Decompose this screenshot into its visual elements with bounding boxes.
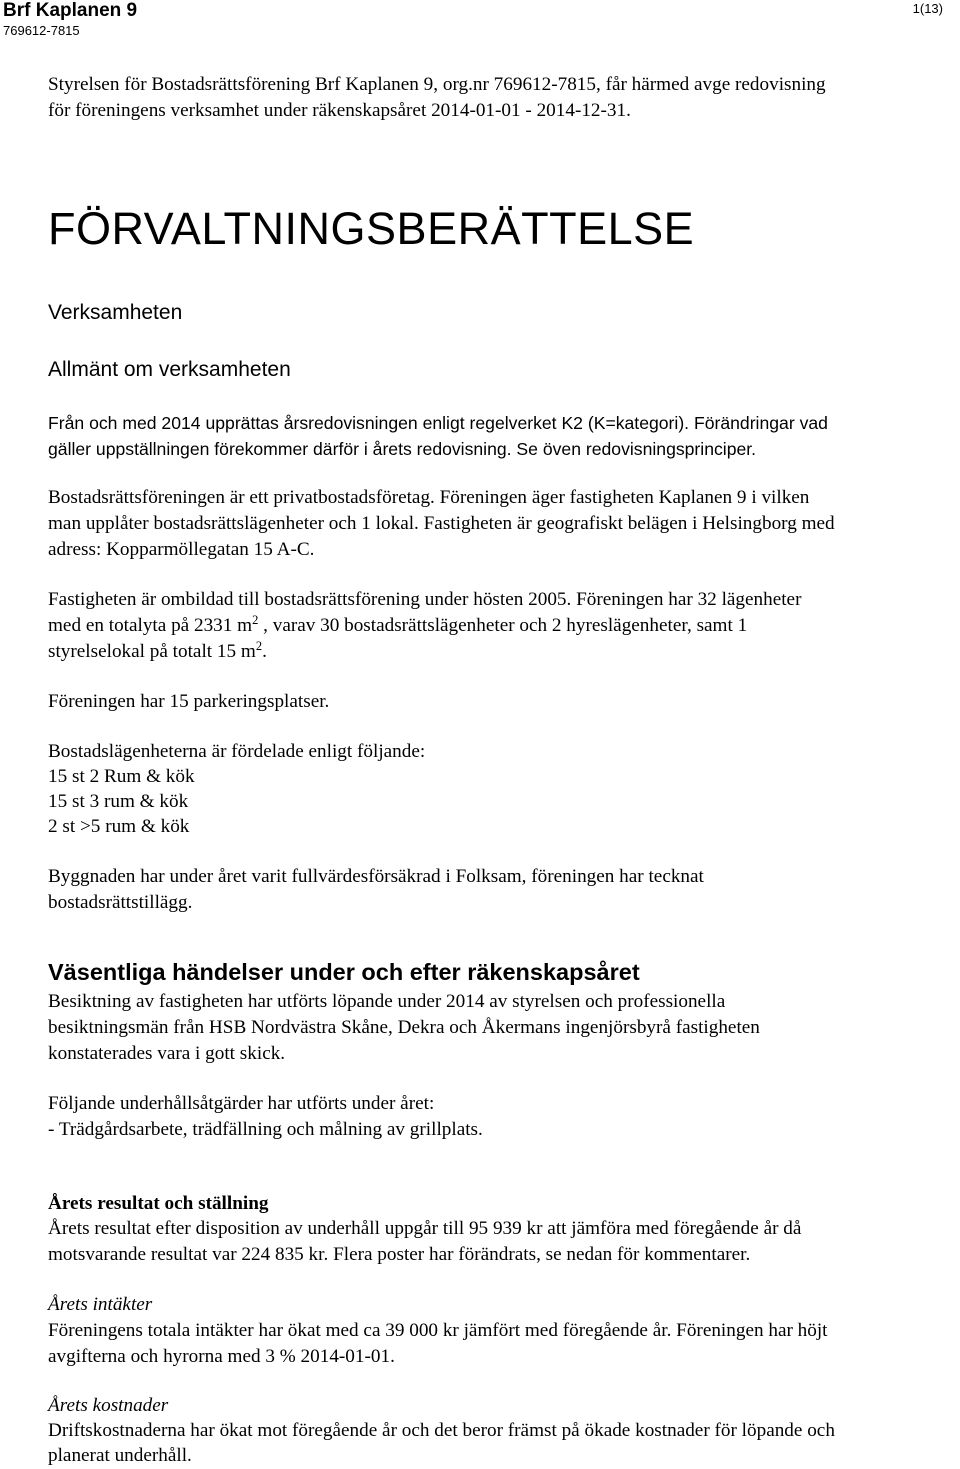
allmant-line: Från och med 2014 upprättas årsredovisningen enligt regelverket K2 (K=kategori). Förändringar vad bbox=[48, 413, 828, 433]
intro-line: för föreningens verksamhet under räkenskapsåret 2014-01-01 - 2014-12-31. bbox=[48, 100, 631, 121]
forsakring-line: Byggnaden har under året varit fullvärdesförsäkrad i Folksam, föreningen har tecknat bbox=[48, 866, 704, 887]
privat-line: man upplåter bostadsrättslägenheter och 1 lokal. Fastigheten är geografiskt belägen i Helsingborg med bbox=[48, 513, 835, 534]
ombildad-line: Fastigheten är ombildad till bostadsrättsförening under hösten 2005. Föreningen har 32 lägenheter bbox=[48, 589, 802, 610]
underhall-line: Följande underhållsåtgärder har utförts under året: bbox=[48, 1093, 435, 1114]
fordelning-item: 15 st 2 Rum & kök bbox=[48, 766, 195, 787]
besiktning-line: besiktningsmän från HSB Nordvästra Skåne, Dekra och Åkermans ingenjörsbyrå fastigheten bbox=[48, 1017, 760, 1038]
resultat-line: Årets resultat efter disposition av underhåll uppgår till 95 939 kr att jämföra med föregående år då bbox=[48, 1218, 802, 1239]
ombildad-line: med en totalyta på 2331 $m^2$ , varav 30 bostadsrättslägenheter och 2 hyreslägenheter, samt 1 bbox=[48, 613, 748, 636]
kostnader-line: Driftskostnaderna har ökat mot föregående år och det beror främst på ökade kostnader för löpande och bbox=[48, 1420, 835, 1441]
resultat-line: motsvarande resultat var 224 835 kr. Flera poster har förändrats, se nedan för kommentarer. bbox=[48, 1244, 751, 1265]
intakter-heading: Årets intäkter bbox=[48, 1294, 153, 1315]
underhall-line: - Trädgårdsarbete, trädfällning och målning av grillplats. bbox=[48, 1119, 483, 1140]
besiktning-line: Besiktning av fastigheten har utförts löpande under 2014 av styrelsen och professionella bbox=[48, 991, 726, 1012]
privat-line: Bostadsrättsföreningen är ett privatbostadsföretag. Föreningen äger fastigheten Kaplanen 9 i vilken bbox=[48, 487, 810, 508]
fordelning-item: 2 st >5 rum & kök bbox=[48, 816, 190, 837]
fordelning-heading: Bostadslägenheterna är fördelade enligt följande: bbox=[48, 741, 426, 762]
resultat-heading: Årets resultat och ställning bbox=[48, 1193, 269, 1214]
intakter-line: avgifterna och hyrorna med 3 % 2014-01-01. bbox=[48, 1346, 395, 1367]
privat-line: adress: Kopparmöllegatan 15 A-C. bbox=[48, 539, 315, 560]
besiktning-line: konstaterades vara i gott skick. bbox=[48, 1043, 286, 1064]
forsakring-line: bostadsrättstillägg. bbox=[48, 892, 193, 913]
intakter-line: Föreningens totala intäkter har ökat med ca 39 000 kr jämfört med föregående år. Föreningen har höjt bbox=[48, 1320, 828, 1341]
parkering-text: Föreningen har 15 parkeringsplatser. bbox=[48, 691, 330, 712]
page-number: 1(13) bbox=[912, 1, 943, 16]
events-heading: Väsentliga händelser under och efter räkenskapsåret bbox=[48, 959, 640, 985]
document-title: FÖRVALTNINGSBERÄTTELSE bbox=[48, 203, 695, 254]
intro-line: Styrelsen för Bostadsrättsförening Brf Kaplanen 9, org.nr 769612-7815, får härmed avge redovisning bbox=[48, 74, 826, 95]
allmant-line: gäller uppställningen förekommer därför i årets redovisning. Se öven redovisningsprinciper. bbox=[48, 439, 757, 459]
subsection-heading-allmant: Allmänt om verksamheten bbox=[48, 358, 291, 381]
organization-name: Brf Kaplanen 9 bbox=[3, 0, 138, 21]
ombildad-line: styrelselokal på totalt 15 $m^2$. bbox=[48, 639, 267, 662]
kostnader-line: planerat underhåll. bbox=[48, 1445, 192, 1466]
kostnader-heading: Årets kostnader bbox=[48, 1395, 169, 1416]
organization-number: 769612-7815 bbox=[3, 23, 80, 38]
fordelning-item: 15 st 3 rum & kök bbox=[48, 791, 189, 812]
section-heading-verksamheten: Verksamheten bbox=[48, 301, 183, 324]
